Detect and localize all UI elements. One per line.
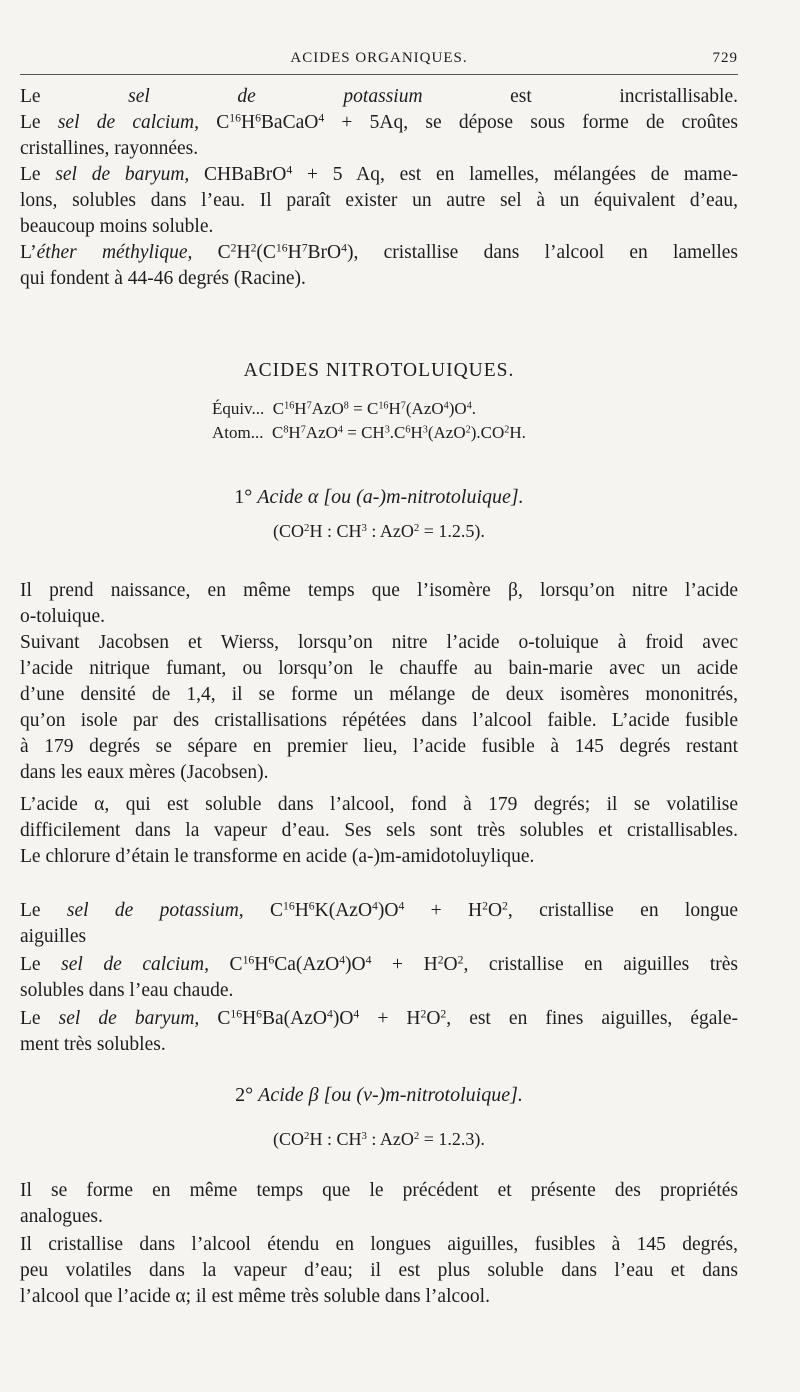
text-line: l’alcool que l’acide α; il est même très soluble dans l’alcool. (20, 1286, 490, 1307)
text-line: Il prend naissance, en même temps que l’isomère β, lorsqu’on nitre l’acide (20, 580, 738, 601)
text-line: beaucoup moins soluble. (20, 216, 214, 237)
formula-alpha: ($CO^2H$ : $CH^3$ : AzO$^2$ = 1.2.5). (273, 521, 485, 541)
text-line: solubles dans l’eau chaude. (20, 980, 234, 1001)
text-line: Le sel de calcium, $C^{16}H^6BaCaO^4 + 5Aq$, se dépose sous forme de croûtes (20, 111, 738, 133)
text-line: aiguilles (20, 926, 87, 947)
text-line: analogues. (20, 1206, 103, 1227)
formula-equiv: Équiv... $C^{16}H^7AzO^8 = C^{16}H^7(AzO^4)O^4$. (212, 399, 477, 418)
italic-term: sel de potassium (128, 86, 423, 107)
formula-atom: Atom... $C^8H^7AzO^4 = CH^3.C^6H^3(AzO^2).CO^2H$. (212, 423, 526, 442)
text-line: lons, solubles dans l’eau. Il paraît exister un autre sel à un équivalent d’eau, (20, 190, 738, 211)
text-line: l’acide nitrique fumant, ou lorsqu’on le chauffe au bain-marie avec un acide (20, 658, 738, 679)
header-rule (20, 74, 738, 75)
running-title: ACIDES ORGANIQUES. (290, 50, 468, 66)
text-line: qui fondent à 44-46 degrés (Racine). (20, 268, 306, 289)
text-line: Le chlorure d’étain le transforme en acide (a-)m-amidotoluylique. (20, 846, 535, 867)
text-line: L’éther méthylique, $C^2H^2(C^{16}H^7BrO^4)$, cristallise dans l’alcool en lamelles (20, 241, 738, 263)
text-line: Le sel de potassium est incristallisable. (20, 86, 738, 107)
text-line: peu volatiles dans la vapeur d’eau; il est plus soluble dans l’eau et dans (20, 1260, 738, 1281)
text-line: Le sel de calcium, $C^{16}H^6Ca(AzO^4)O^4 + H^2O^2$, cristallise en aiguilles très (20, 953, 738, 975)
text-line: dans les eaux mères (Jacobsen). (20, 762, 269, 783)
text-line: Le sel de baryum, CHBaBrO$^4$ + 5 Aq, est en lamelles, mélangées de mame- (20, 163, 738, 185)
text-line: o-toluique. (20, 606, 106, 627)
text-line: Il cristallise dans l’alcool étendu en longues aiguilles, fusibles à 145 degrés, (20, 1234, 738, 1255)
text-line: Il se forme en même temps que le précédent et présente des propriétés (20, 1180, 738, 1201)
page-number: 729 (712, 50, 738, 66)
text-line: à 179 degrés se sépare en premier lieu, l’acide fusible à 145 degrés restant (20, 736, 738, 757)
subheading-beta: 2° Acide β [ou (v-)m-nitrotoluique]. (235, 1084, 523, 1106)
running-header (20, 50, 738, 74)
formula-beta: ($CO^2H$ : $CH^3$ : AzO$^2$ = 1.2.3). (273, 1129, 485, 1149)
text-line: L’acide α, qui est soluble dans l’alcool, fond à 179 degrés; il se volatilise (20, 794, 738, 815)
text-line: Le sel de baryum, $C^{16}H^6Ba(AzO^4)O^4 + H^2O^2$, est en fines aiguilles, égale- (20, 1007, 738, 1029)
text-line: difficilement dans la vapeur d’eau. Ses sels sont très solubles et cristallisables. (20, 820, 738, 841)
subheading-alpha: 1° Acide α [ou (a-)m-nitrotoluique]. (234, 486, 524, 508)
text-line: cristallines, rayonnées. (20, 138, 199, 159)
text-line: ment très solubles. (20, 1034, 166, 1055)
text-line: qu’on isole par des cristallisations répétées dans l’alcool faible. L’acide fusible (20, 710, 738, 731)
text-line: Suivant Jacobsen et Wierss, lorsqu’on nitre l’acide o-toluique à froid avec (20, 632, 738, 653)
text-line: d’une densité de 1,4, il se forme un mélange de deux isomères mononitrés, (20, 684, 738, 705)
text-line: Le sel de potassium, $C^{16}H^6K(AzO^4)O^4 + H^2O^2$, cristallise en longue (20, 899, 738, 921)
section-heading: ACIDES NITROTOLUIQUES. (243, 360, 515, 381)
